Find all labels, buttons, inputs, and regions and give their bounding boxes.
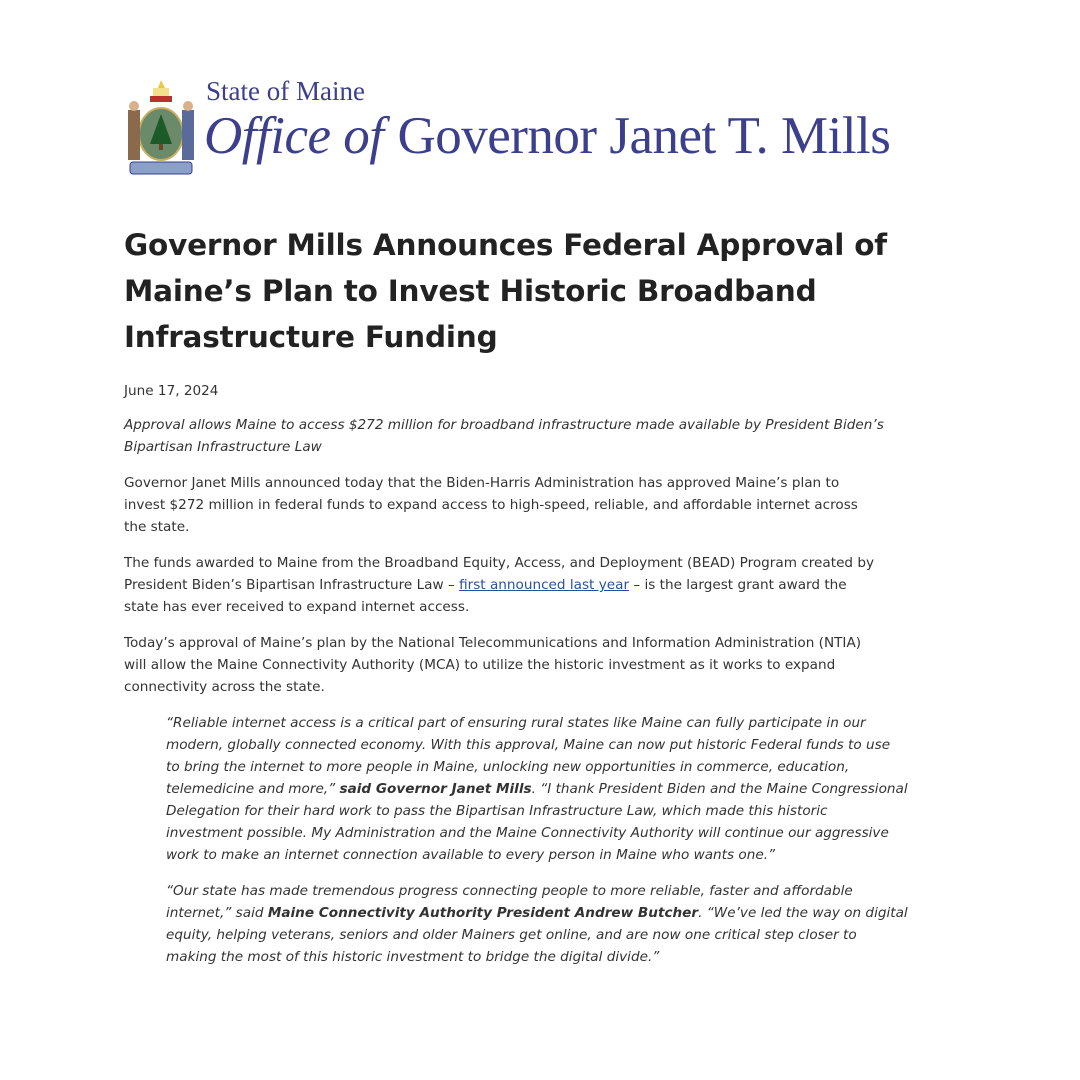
logo-office-name: Governor Janet T. Mills bbox=[397, 107, 891, 165]
paragraph-2-text: The funds awarded to Maine from the Broadband Equity, Access, and Deployment (BEAD) Program created by President Biden’s Bipartisan Infrastructure Law – bbox=[124, 555, 875, 593]
paragraph-2 bbox=[124, 552, 1004, 618]
article-date: June 17, 2024 bbox=[124, 383, 219, 399]
quote-text-end: . “I thank President Biden and the Maine Congressional Delegation for their hard work to pass the Bipartisan Infrastructure Law, which made this historic investment possible. My Administration and the Maine Connectivity Authority will continue our aggressive work to make an internet connection available to every person in Maine who wants one.” bbox=[166, 781, 908, 863]
quote-text: “Reliable internet access is a critical part of ensuring rural states like Maine can fully participate in our modern, globally connected economy. With this approval, Maine can now put historic Federal funds to use to bring the internet to more people in Maine, unlocking new opportunities in commerce, education, telemedicine and more,” bbox=[166, 715, 891, 797]
quote-butcher bbox=[166, 880, 1004, 968]
article-subtitle: Approval allows Maine to access $272 million for broadband infrastructure made available by President Biden’s Bipartisan Infrastructure Law bbox=[124, 417, 884, 455]
state-seal-icon bbox=[122, 78, 200, 178]
paragraph-3: Today’s approval of Maine’s plan by the National Telecommunications and Information Administration (NTIA) will allow the Maine Connectivity Authority (MCA) to utilize the historic investment as it works to expand connectivity across the state. bbox=[124, 635, 862, 695]
paragraph-1: Governor Janet Mills announced today that the Biden-Harris Administration has approved Maine’s plan to invest $272 million in federal funds to expand access to high-speed, reliable, and affordable internet across the state. bbox=[124, 475, 858, 535]
quote-text-end: . “We’ve led the way on digital equity, helping veterans, seniors and older Mainers get online, and are now one critical step closer to making the most of this historic investment to bridge the digital divide.” bbox=[166, 905, 908, 965]
article-title: Governor Mills Announces Federal Approval of Maine’s Plan to Invest Historic Broadband Infrastructure Funding bbox=[124, 228, 887, 354]
article-body bbox=[124, 380, 1004, 982]
logo-office-prefix: Office of bbox=[204, 107, 384, 165]
first-announced-link[interactable]: first announced last year bbox=[459, 577, 630, 593]
logo-office-text bbox=[204, 106, 890, 166]
site-logo[interactable] bbox=[118, 72, 978, 192]
quote-text: “Our state has made tremendous progress connecting people to more reliable, faster and affordable internet,” said bbox=[166, 883, 853, 921]
quote-attribution: said Governor Janet Mills bbox=[339, 781, 532, 797]
paragraph-2-text-end: – is the largest grant award the state has ever received to expand internet access. bbox=[124, 577, 847, 615]
quote-governor bbox=[166, 712, 1004, 866]
quote-attribution: Maine Connectivity Authority President Andrew Butcher bbox=[267, 905, 699, 921]
logo-state-text: State of Maine bbox=[206, 76, 365, 106]
